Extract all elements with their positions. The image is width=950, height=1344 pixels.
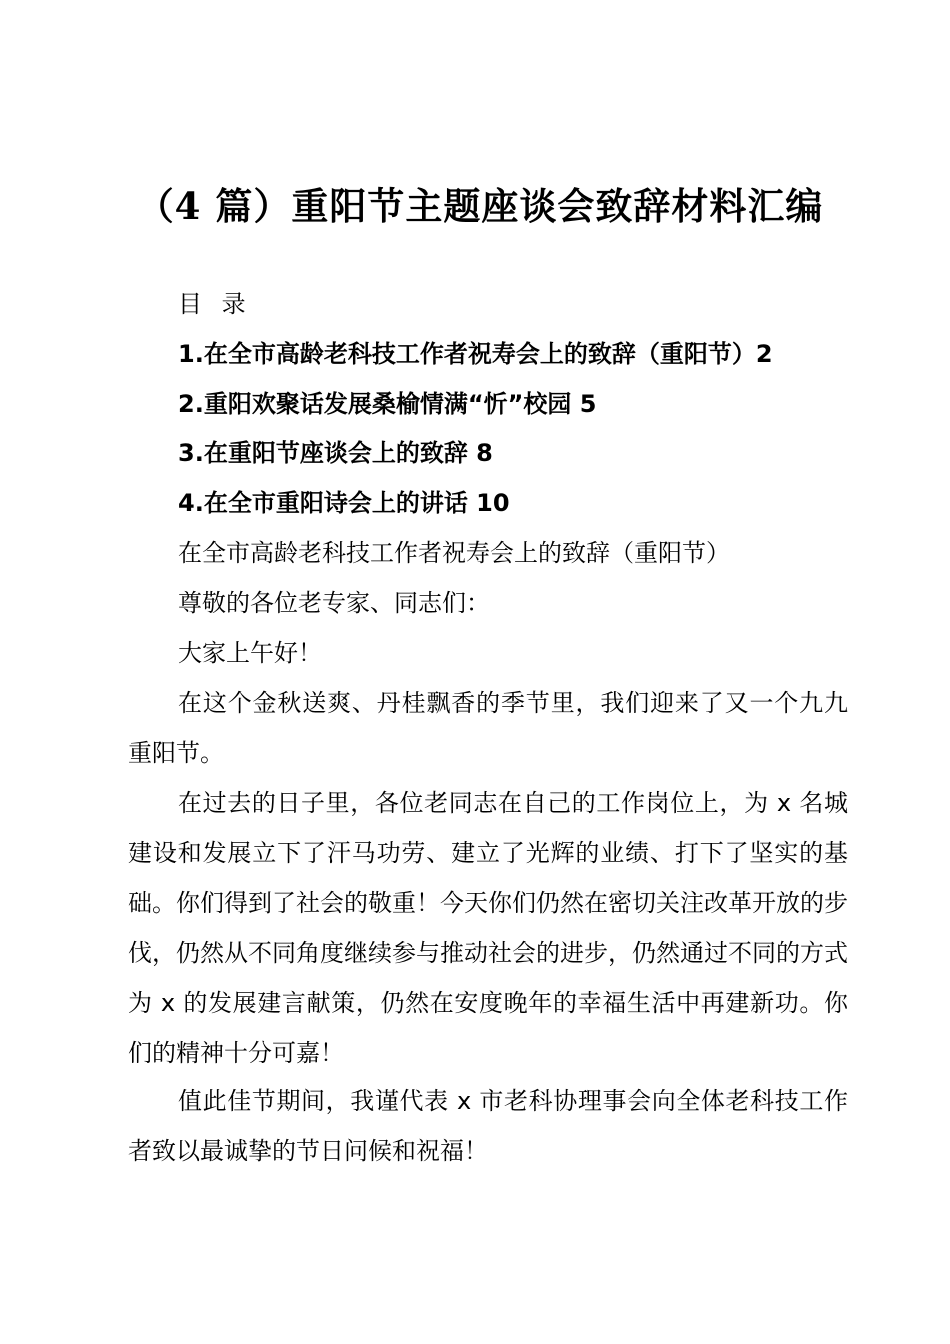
salutation: 尊敬的各位老专家、同志们：	[178, 589, 490, 617]
body-paragraph: 在这个金秋送爽、丹桂飘香的季节里，我们迎来了又一个九九重阳节。	[128, 689, 848, 767]
toc-item-4[interactable]: 4.在全市重阳诗会上的讲话 10	[178, 489, 510, 517]
greeting: 大家上午好！	[178, 639, 322, 667]
toc-item-1[interactable]: 1.在全市高龄老科技工作者祝寿会上的致辞（重阳节）2	[178, 340, 773, 368]
body-paragraph: 在过去的日子里，各位老同志在自己的工作岗位上，为 x 名城建设和发展立下了汗马功劳、建立了光辉的业绩、打下了坚实的基础。你们得到了社会的敬重！今天你们仍然在密切关注改革开放的步伐，仍然从不同角度继续参与推动社会的进步，仍然通过不同的方式为 x 的发展建言献策，仍然在安度晚年的幸福生活中再建新功。你们的精神十分可嘉！	[128, 789, 848, 1067]
document-title: （4 篇）重阳节主题座谈会致辞材料汇编	[136, 184, 824, 228]
toc-item-2[interactable]: 2.重阳欢聚话发展桑榆情满“忻”校园 5	[178, 390, 597, 418]
toc-item-3[interactable]: 3.在重阳节座谈会上的致辞 8	[178, 439, 493, 467]
section-heading: 在全市高龄老科技工作者祝寿会上的致辞（重阳节）	[178, 539, 730, 567]
body-paragraph: 值此佳节期间，我谨代表 x 市老科协理事会向全体老科技工作者致以最诚挚的节日问候和祝福！	[128, 1087, 848, 1165]
toc-label: 目 录	[178, 290, 252, 318]
